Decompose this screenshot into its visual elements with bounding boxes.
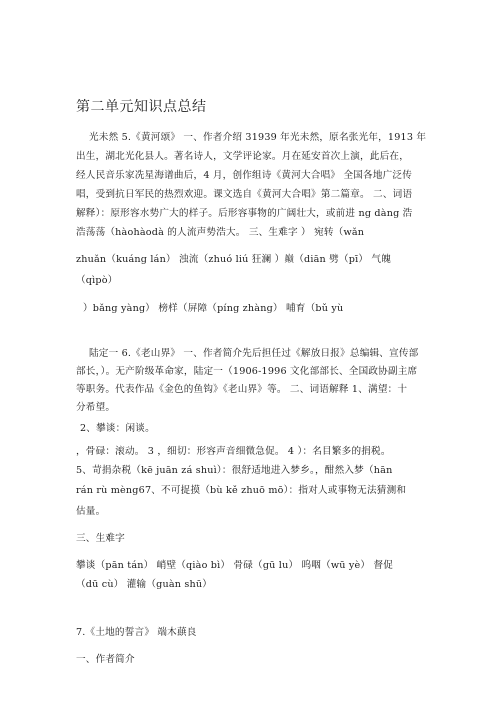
- text-line: 等职务。代表作品《金色的鱼钩》《老山界》等。 二、词语解释 1、满望：十: [76, 384, 408, 395]
- text-line: 解释）：原形容水势广大的样子。后形容事物的广阔壮大，或前进 ng dàng 浩: [76, 208, 413, 219]
- text-line: 部长，）。无产阶级革命家，陆定一（1906-1996 文化部部长、全国政协副主席: [76, 366, 418, 377]
- text-line: zhuǎn（kuáng lán） 浊流（zhuó liú 狂澜 ）巅（diān 劈（pī） 气魄: [76, 254, 391, 265]
- text-line: 经人民音乐家冼星海谱曲后，4 月，创作组诗《黄河大合唱》 全国各地广泛传: [76, 170, 412, 181]
- section-heading: 一、作者简介: [76, 654, 135, 665]
- text-line: 唱，受到抗日军民的热烈欢迎。课文选自《黄河大合唱》第二篇章。 二、词语: [76, 189, 413, 200]
- text-line: （qìpò）: [76, 275, 118, 286]
- text-line: 浩荡荡（hàohàodà 的人流声势浩大。 三、生难字 ） 宛转（wǎn: [76, 227, 365, 238]
- text-line: 7.《土地的誓言》 端木蕻良: [76, 627, 197, 638]
- section-heading: 三、生难字: [76, 533, 125, 544]
- text-line: 攀谈（pān tán） 峭壁（qiào bì） 骨碌（gū lu） 呜咽（wū yè） 督促: [76, 560, 394, 571]
- text-line: ）bǎng yàng） 榜样（屏障（píng zhàng） 哺育（bǔ yù: [83, 303, 344, 314]
- text-line: 出生，湖北光化县人。著名诗人，文学评论家。月在延安首次上演，此后在，: [76, 151, 409, 162]
- text-line: （dū cù） 灌输（guàn shū）: [76, 579, 213, 590]
- text-line: ，骨碌：滚动。 3 ，细切：形容声音细微急促。 4 ）：名目繁多的捐税。: [76, 446, 391, 457]
- text-line: 分希望。: [76, 402, 116, 413]
- text-line: 光未然 5.《黄河颂》 一、作者介绍 31939 年光未然，原名张光年，1913 年: [89, 132, 427, 143]
- text-line: 2、攀谈：闲谈。: [80, 423, 155, 434]
- text-line: 估量。: [76, 506, 106, 517]
- text-line: 陆定一 6.《老山界》 一、作者简介先后担任过《解放日报》总编辑、宣传部: [89, 348, 419, 359]
- text-line: rán rù mèng67、不可捉摸（bù kě zhuō mō）：指对人或事物无法猜测和: [76, 485, 407, 496]
- text-line: 5、苛捐杂税（kē juān zá shuì）：很舒适地进入梦乡。，酣然入梦（hān: [76, 465, 393, 476]
- document-title: 第二单元知识点总结: [76, 99, 207, 115]
